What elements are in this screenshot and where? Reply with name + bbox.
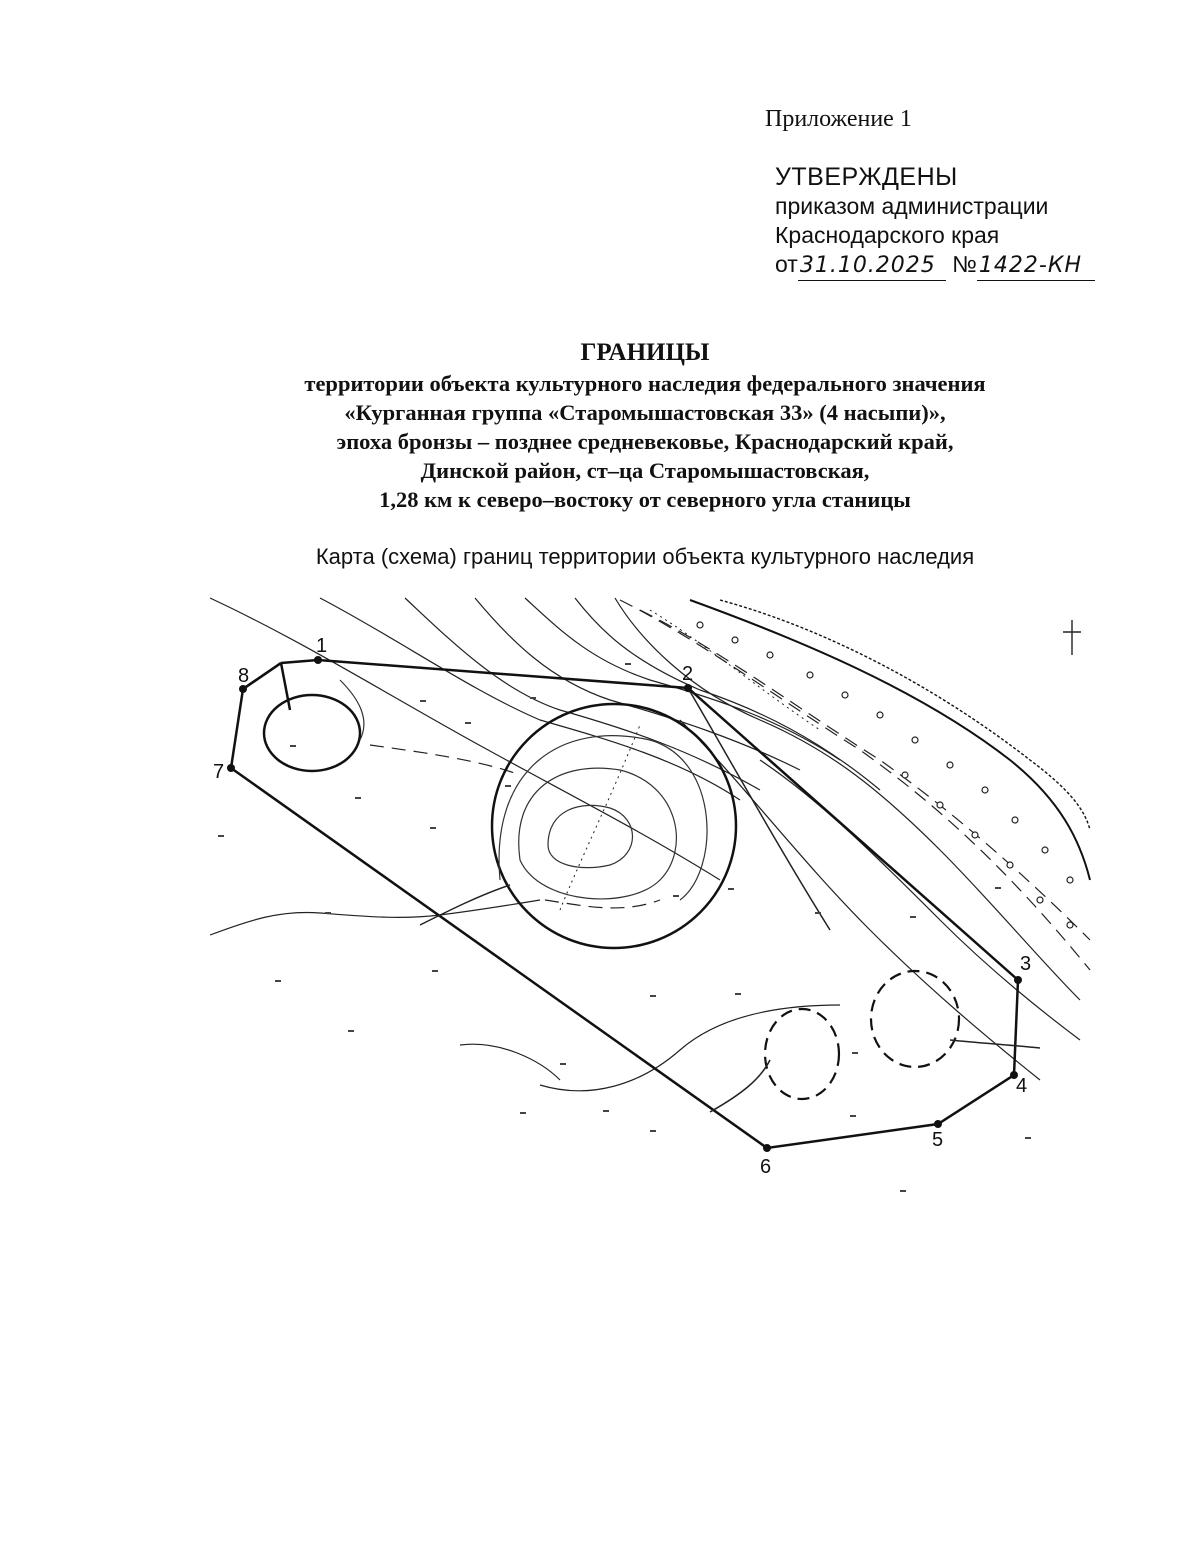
mound-dashed-1 (765, 1009, 839, 1099)
order-date: 31.10.2025 (798, 251, 946, 281)
point-marker-7 (227, 764, 235, 772)
title-line-4: Динской район, ст–ца Старомышастовская, (420, 458, 870, 483)
mound-circles (264, 695, 736, 948)
order-line-1: приказом администрации (775, 193, 1049, 219)
approved-label: УТВЕРЖДЕНЫ (775, 163, 958, 191)
point-marker-2 (684, 684, 692, 692)
map-caption: Карта (схема) границ территории объекта культурного наследия (315, 544, 975, 569)
point-labels (213, 635, 1031, 1178)
appendix-label: Приложение 1 (765, 106, 912, 132)
boundary-polygon (231, 660, 1018, 1148)
point-label-6: 6 (760, 1156, 772, 1178)
title-line-3: эпоха бронзы – позднее средневековье, Краснодарский край, (336, 429, 954, 454)
order-number: 1422-КН (977, 251, 1095, 281)
date-prefix: от (775, 251, 798, 277)
point-marker-3 (1014, 976, 1022, 984)
dotted-lines (560, 610, 820, 910)
title-line-2: «Курганная группа «Старомышастовская 33» (4 насыпи)», (344, 400, 946, 425)
point-marker-6 (763, 1144, 771, 1152)
mound-dashed (765, 971, 959, 1099)
shore-markers (697, 622, 1073, 928)
mound-circle-small (264, 695, 360, 771)
title-line-5: 1,28 км к северо–востоку от северного угла станицы (379, 487, 911, 512)
mound-circle-large (492, 704, 736, 948)
point-label-7: 7 (213, 761, 225, 783)
point-label-8: 8 (238, 665, 250, 687)
point-label-4: 4 (1016, 1075, 1028, 1097)
order-line-2: Краснодарского края (775, 222, 1000, 248)
point-label-2: 2 (682, 663, 694, 685)
point-label-1: 1 (316, 635, 328, 657)
number-prefix: № (952, 251, 977, 277)
title-line-1: территории объекта культурного наследия федерального значения (304, 371, 986, 396)
mound-dashed-2 (871, 971, 959, 1067)
title-heading: ГРАНИЦЫ (580, 339, 710, 366)
point-marker-1 (314, 656, 322, 664)
point-marker-5 (934, 1120, 942, 1128)
shoreline (690, 600, 1090, 880)
leader-lines (420, 688, 1040, 1112)
point-label-3: 3 (1020, 953, 1032, 975)
elevation-dots (218, 663, 1031, 1192)
point-label-5: 5 (932, 1129, 944, 1151)
north-arrow-icon (1063, 620, 1081, 655)
